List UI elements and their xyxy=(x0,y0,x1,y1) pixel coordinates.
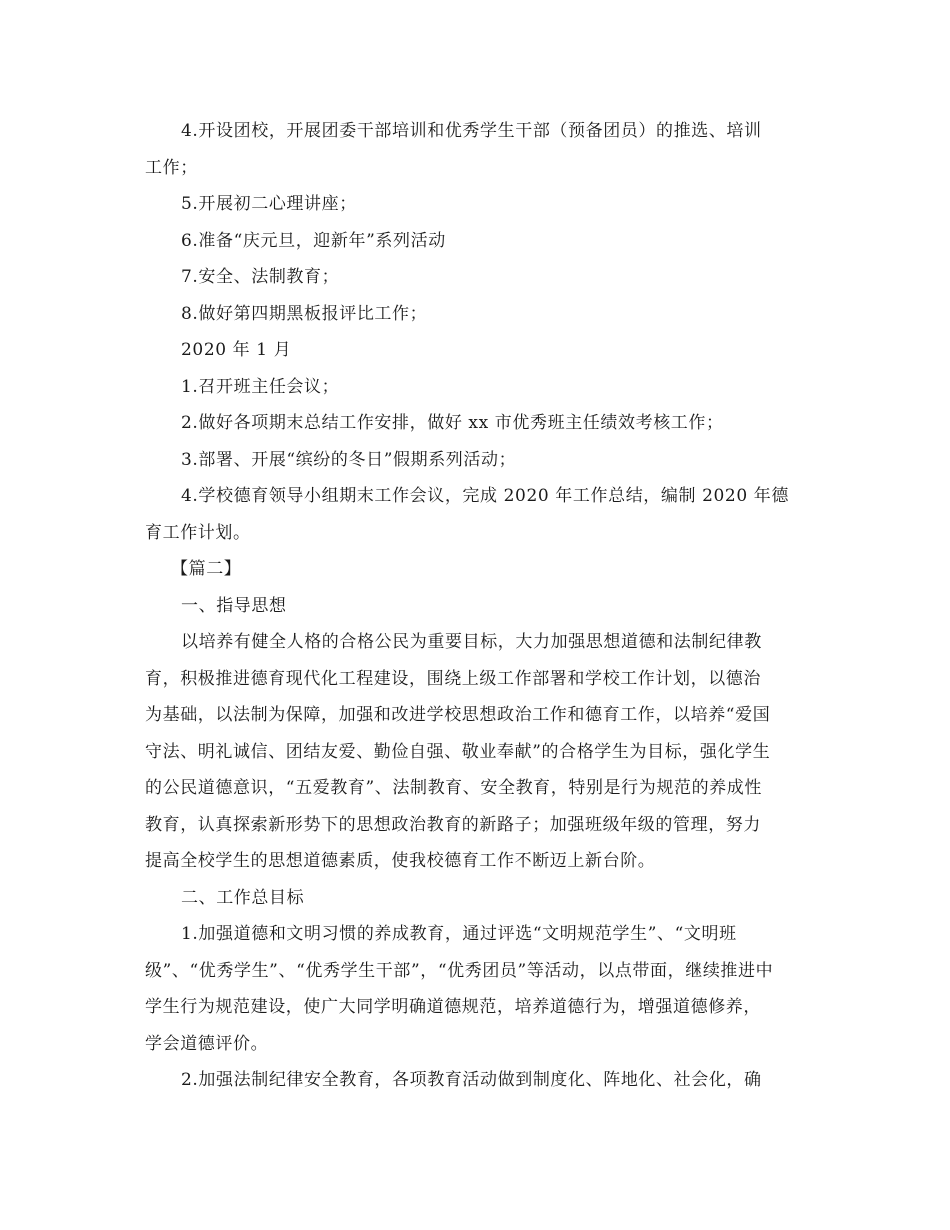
text-line: 3.部署、开展“缤纷的冬日”假期系列活动； xyxy=(181,449,517,470)
document-body xyxy=(145,113,805,1099)
paragraph-guiding-ideology xyxy=(145,624,805,880)
text-line: 学会道德评价。 xyxy=(145,1033,269,1054)
text-line: 学生行为规范建设，使广大同学明确道德规范，培养道德行为，增强道德修养， xyxy=(145,997,761,1017)
heading-guiding-ideology xyxy=(145,588,805,625)
month-heading xyxy=(145,332,805,369)
item-4-youth-league-school xyxy=(145,113,805,186)
text-line: 的公民道德意识，“五爱教育”、法制教育、安全教育，特别是行为规范的养成性 xyxy=(145,778,762,798)
item-2-term-summary xyxy=(145,405,805,442)
item-4-final-meeting xyxy=(145,478,805,551)
text-line: 一、指导思想 xyxy=(181,595,287,616)
text-line: 守法、明礼诚信、团结友爱、勤俭自强、敬业奉献”的合格学生为目标，强化学生 xyxy=(145,741,771,762)
text-line: 2.加强法制纪律安全教育，各项教育活动做到制度化、阵地化、社会化，确 xyxy=(181,1070,762,1090)
section-marker xyxy=(145,551,805,588)
text-line: 提高全校学生的思想道德素质，使我校德育工作不断迈上新台阶。 xyxy=(145,851,656,871)
text-line: 二、工作总目标 xyxy=(181,887,305,908)
item-3-winter-activities xyxy=(145,442,805,479)
text-line: 2020 年 1 月 xyxy=(181,340,292,360)
text-line: 级”、“优秀学生”、“优秀学生干部”，“优秀团员”等活动，以点带面，继续推进中 xyxy=(145,960,774,981)
text-line: 2.做好各项期末总结工作安排，做好 xx 市优秀班主任绩效考核工作； xyxy=(181,413,724,433)
text-line: 以培养有健全人格的合格公民为重要目标，大力加强思想道德和法制纪律教 xyxy=(181,632,762,652)
text-line: 6.准备“庆元旦，迎新年”系列活动 xyxy=(181,230,446,251)
paragraph-goal-2 xyxy=(145,1062,805,1099)
text-line: 1.加强道德和文明习惯的养成教育，通过评选“文明规范学生”、“文明班 xyxy=(181,924,737,944)
text-line: 【篇二】 xyxy=(171,559,242,579)
text-line: 1.召开班主任会议； xyxy=(181,376,340,397)
text-line: 教育，认真探索新形势下的思想政治教育的新路子；加强班级年级的管理，努力 xyxy=(145,814,761,835)
text-line: 4.开设团校，开展团委干部培训和优秀学生干部（预备团员）的推选、培训 xyxy=(181,121,762,141)
text-line: 育，积极推进德育现代化工程建设，围绕上级工作部署和学校工作计划，以德治 xyxy=(145,668,761,689)
item-8-blackboard-review xyxy=(145,296,805,333)
item-7-safety-education xyxy=(145,259,805,296)
text-line: 育工作计划。 xyxy=(145,522,251,543)
item-6-new-year-activities xyxy=(145,223,805,260)
item-1-teacher-meeting xyxy=(145,369,805,406)
item-5-psychology-lecture xyxy=(145,186,805,223)
text-line: 4.学校德育领导小组期末工作会议，完成 2020 年工作总结，编制 2020 年德 xyxy=(181,486,789,506)
text-line: 工作； xyxy=(145,157,198,178)
text-line: 7.安全、法制教育； xyxy=(181,267,340,287)
paragraph-goal-1 xyxy=(145,916,805,1062)
text-line: 为基础，以法制为保障，加强和改进学校思想政治工作和德育工作，以培养“爱国 xyxy=(145,705,771,725)
text-line: 8.做好第四期黑板报评比工作； xyxy=(181,303,428,324)
text-line: 5.开展初二心理讲座； xyxy=(181,194,357,214)
heading-overall-goal xyxy=(145,880,805,917)
